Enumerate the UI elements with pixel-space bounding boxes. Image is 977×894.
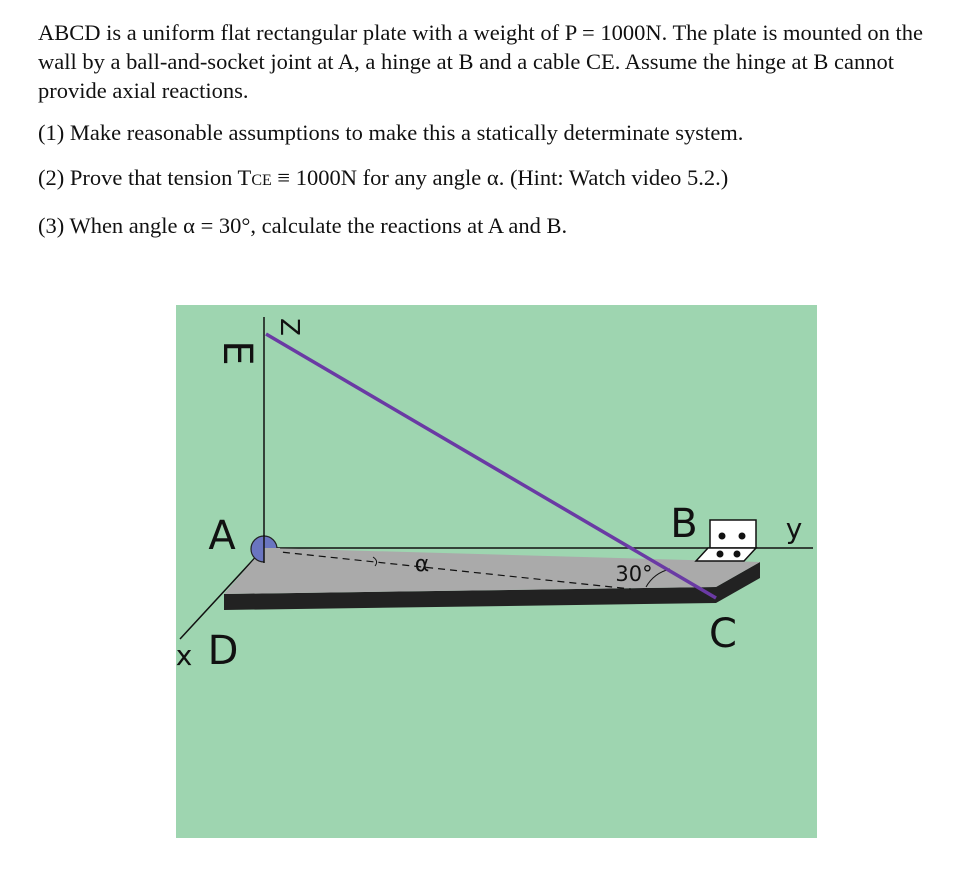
- label-angle-30: 30°: [615, 562, 653, 586]
- hinge-b-bolt-3: [717, 551, 724, 558]
- hinge-b-bolt-2: [739, 533, 746, 540]
- hinge-b-bolt-1: [719, 533, 726, 540]
- label-c: C: [709, 611, 737, 657]
- problem-statement: [38, 18, 948, 256]
- label-e: E: [214, 340, 260, 366]
- question-2: [38, 163, 948, 195]
- label-b: B: [670, 501, 698, 547]
- tension-subscript: CE: [251, 172, 272, 189]
- question-2-end: ≡ 1000N for any angle α. (Hint: Watch video 5.2.): [271, 165, 729, 190]
- label-a: A: [208, 513, 236, 559]
- hinge-b-bracket: [710, 520, 756, 548]
- label-y: y: [785, 512, 803, 545]
- question-3: (3) When angle α = 30°, calculate the reactions at A and B.: [38, 213, 568, 238]
- hinge-b-bolt-4: [734, 551, 741, 558]
- question-2-start: (2) Prove that tension T: [38, 165, 252, 190]
- ball-joint-cover: [264, 548, 280, 564]
- label-alpha: α: [414, 552, 430, 577]
- label-z: Z: [274, 318, 304, 336]
- plate-diagram: [176, 305, 817, 838]
- problem-intro: ABCD is a uniform flat rectangular plate with a weight of P = 1000N. The plate is mounted on the wall by a ball-and-socket joint at A, a hinge at B and a cable CE. Assume the hinge at B cannot provide axial reactions.: [38, 20, 924, 103]
- label-d: D: [207, 628, 239, 674]
- question-1: (1) Make reasonable assumptions to make this a statically determinate system.: [38, 120, 744, 145]
- label-x: x: [176, 639, 193, 672]
